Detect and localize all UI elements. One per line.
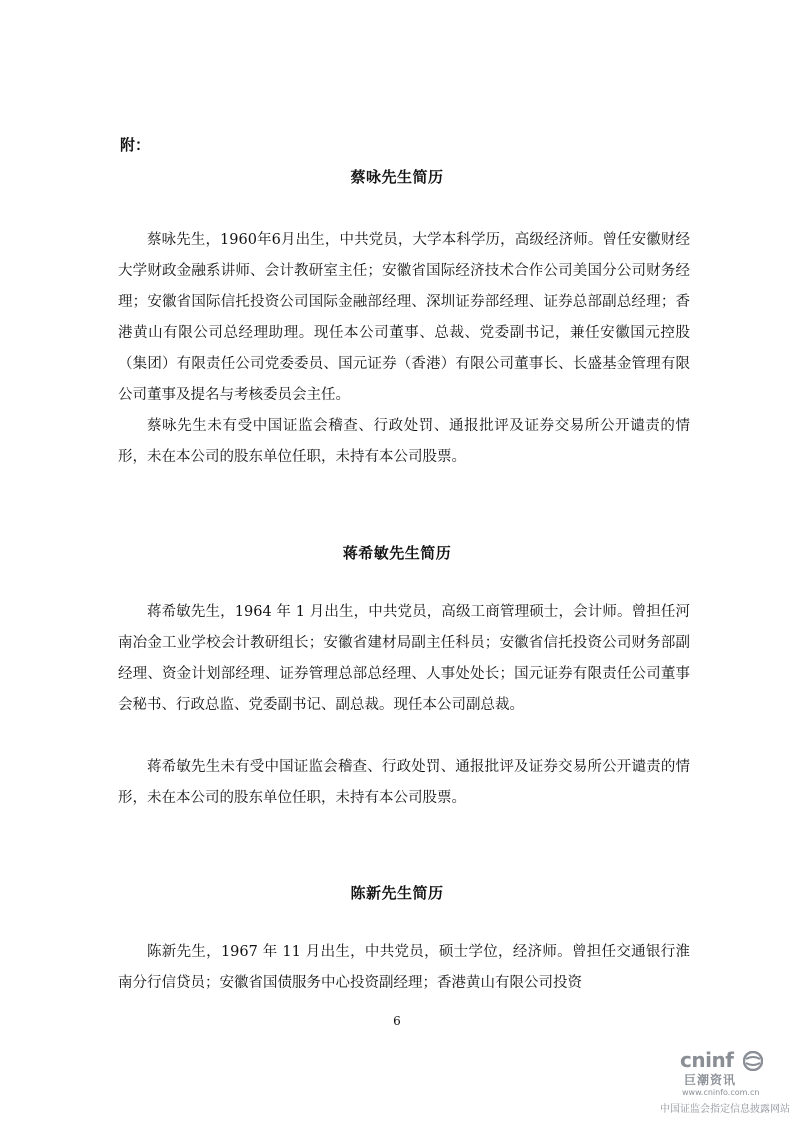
cninfo-tagline: 中国证监会指定信息披露网站 — [660, 1104, 790, 1115]
paragraph-caiyong-compliance: 蔡咏先生未有受中国证监会稽查、行政处罚、通报批评及证券交易所公开谴责的情形，未在本公司的股东单位任职，未持有本公司股票。 — [118, 418, 690, 465]
attachment-label: 附： — [120, 136, 151, 154]
page-number: 6 — [393, 1014, 401, 1028]
cninfo-logo-icon — [743, 1051, 763, 1071]
cninfo-brand-cn: 巨潮资讯 — [684, 1073, 737, 1087]
paragraph-jiangximin-compliance: 蒋希敏先生未有受中国证监会稽查、行政处罚、通报批评及证券交易所公开谴责的情形，未在本公司的股东单位任职，未持有本公司股票。 — [118, 759, 690, 806]
section-heading-chenxin: 陈新先生简历 — [350, 884, 444, 902]
paragraph-caiyong-bio: 蔡咏先生，1960年6月出生，中共党员，大学本科学历，高级经济师。曾任安徽财经大学财政金融系讲师、会计教研室主任；安徽省国际经济技术合作公司美国分公司财务经理；安徽省国际信托投资公司国际金融部经理、深圳证券部经理、证券总部副总经理；香港黄山有限公司总经理助理。现任本公司董事、总裁、党委副书记，兼任安徽国元控股（集团）有限责任公司党委委员、国元证券（香港）有限公司董事长、长盛基金管理有限公司董事及提名与考核委员会主任。 — [118, 232, 690, 403]
paragraph-jiangximin-bio: 蒋希敏先生，1964 年 1 月出生，中共党员，高级工商管理硕士，会计师。曾担任河南冶金工业学校会计教研组长；安徽省建材局副主任科员；安徽省信托投资公司财务部副经理、资金计划部经理、证券管理总部总经理、人事处处长；国元证券有限责任公司董事会秘书、行政总监、党委副书记、副总裁。现任本公司副总裁。 — [118, 604, 690, 713]
cninfo-watermark — [640, 1048, 794, 1118]
cninfo-brand-text: cninf — [680, 1048, 734, 1072]
paragraph-chenxin-bio: 陈新先生，1967 年 11 月出生，中共党员，硕士学位，经济师。曾担任交通银行淮南分行信贷员；安徽省国债服务中心投资副经理；香港黄山有限公司投资 — [118, 944, 690, 991]
section-heading-caiyong: 蔡咏先生简历 — [350, 168, 444, 186]
section-heading-jiangximin: 蒋希敏先生简历 — [342, 544, 452, 562]
cninfo-url: www.cninfo.com.cn — [682, 1088, 760, 1097]
